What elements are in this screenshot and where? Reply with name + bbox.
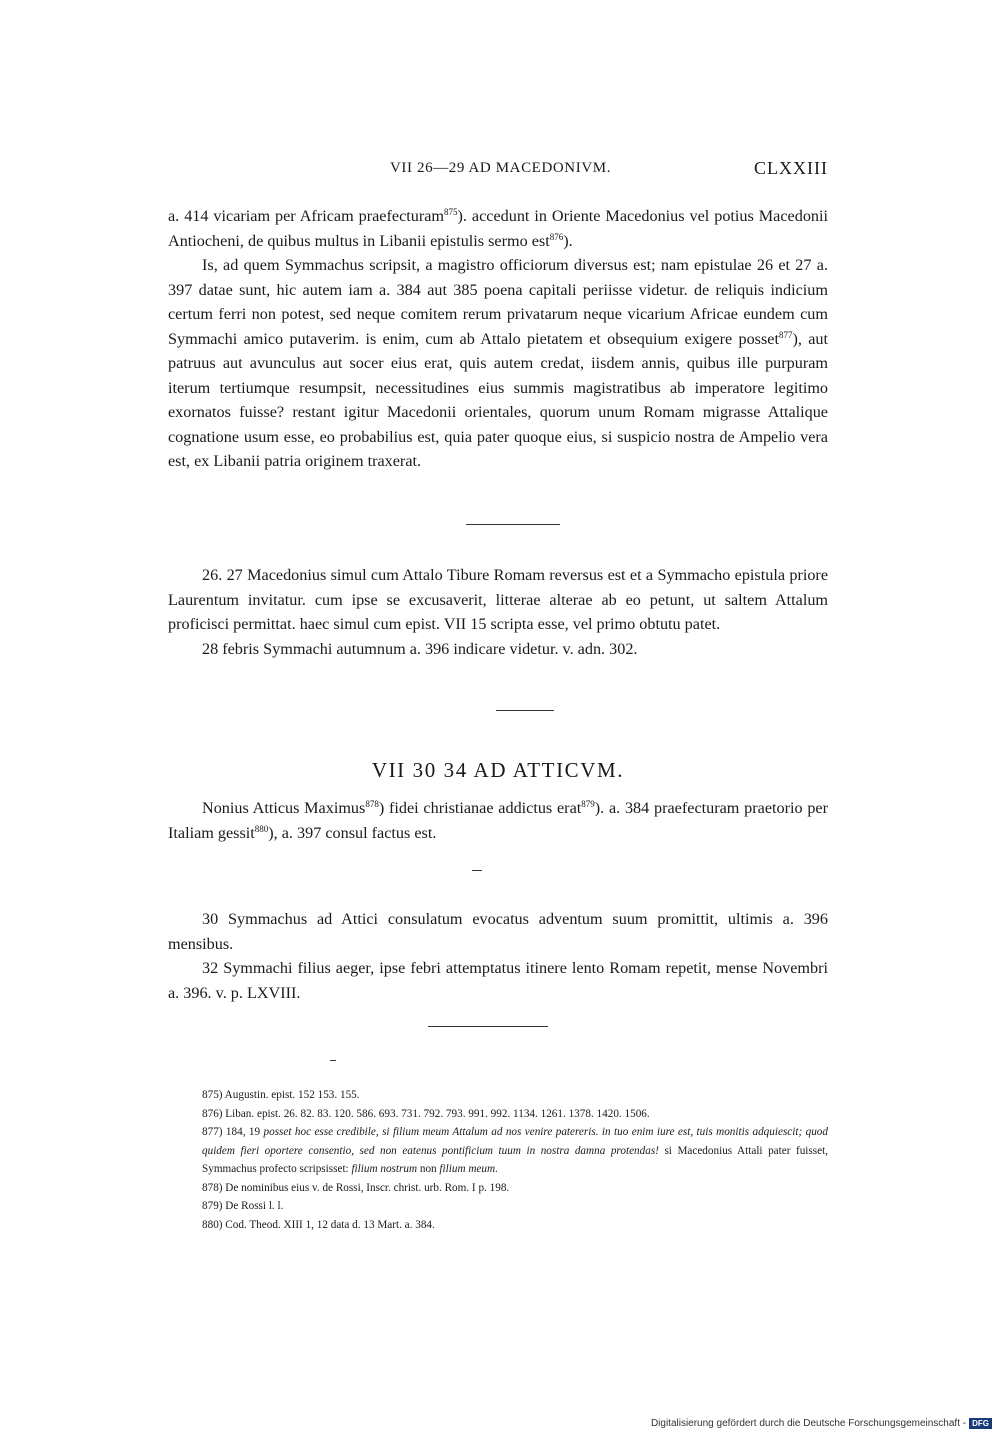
letter-32-paragraph: 32 Symmachi filius aeger, ipse febri attemptatus itinere lento Romam repetit, mense Novembri a. 396. v. p. LXVIII. (168, 959, 828, 1002)
text-run: 877) 184, 19 (202, 1126, 264, 1138)
footnote-879: 879) De Rossi l. l. (202, 1200, 284, 1212)
running-title: VII 26—29 AD MACEDONIVM. (390, 160, 612, 176)
footnote-880: 880) Cod. Theod. XIII 1, 12 data d. 13 Mart. a. 384. (202, 1218, 435, 1231)
running-head (168, 160, 828, 184)
footnote-ref[interactable]: 877 (778, 329, 793, 340)
footnote-ref[interactable]: 875 (444, 207, 458, 217)
footnote-ref[interactable]: 878 (365, 799, 379, 809)
quotation: posset hoc esse credibile, si filium meum Attalum ad nos venire patereris. in tuo enim iure est, tuis monitis adquiescit; quod quidem fieri oportere consentio, sed non eatenus pontificium tuum in nostra damna protendas! (202, 1126, 828, 1157)
footnote-875: 875) Augustin. epist. 152 153. 155. (202, 1089, 360, 1101)
footnote-ref[interactable]: 880 (254, 823, 269, 834)
text-run: a. 414 vicariam per Africam praefecturam (168, 207, 445, 225)
text-run: ), aut patruus aut avunculus aut socer eius erat, quis autem credat, iisdem annis, quibus ille purpuram iterum tertiumque resumpsit, necessitudines eius summis magistratibus ab imperatore legitimo exornatos fuisse? restant igitur Macedonii orientales, quorum unum Romam migrasse Attalique cognatione usum esse, eo probabilius est, quia pater quoque eius, si suspicio nostra de Ampelio vera est, ex Libanii patria originem traxerat. (168, 329, 828, 470)
footnotes (168, 1086, 828, 1234)
letter-28-paragraph: 28 febris Symmachi autumnum a. 396 indicare videtur. v. adn. 302. (202, 639, 638, 658)
dfg-logo[interactable]: DFG (969, 1418, 992, 1429)
footnote-876: 876) Liban. epist. 26. 82. 83. 120. 586. 693. 731. 792. 793. 991. 992. 1134. 1261. 1378. 1420. 1506. (202, 1107, 650, 1120)
letters-30-32-block (168, 907, 828, 1005)
footnote-877 (168, 1123, 828, 1179)
text-run: ) fidei christianae addictus erat (378, 799, 582, 817)
text-run: ). (563, 231, 573, 250)
text-run: Is, ad quem Symmachus scripsit, a magistro officiorum diversus est; nam epistulae 26 et 27 a. 397 datae sunt, hic autem iam a. 384 aut 385 poena capitali periisse videtur. de reliquis indicium certum ferri non potest, sed neque comitem rerum privatarum neque vicarium Africae eundem cum Symmachi amico putaverim. is enim, cum ab Attalo pietatem et obsequium exigere posset (168, 256, 828, 348)
quotation: filium nostrum (351, 1163, 418, 1175)
footnote-rule (330, 1060, 336, 1061)
text-run: ). accedunt in Oriente Macedonius vel potius Macedonii Antiocheni, de quibus multus in Libanii epistulis sermo est (168, 207, 829, 250)
letters-26-27-paragraph: 26. 27 Macedonius simul cum Attalo Tibure Romam reversus est et a Symmacho epistula priore Laurentum invitatur. cum ipse se excusaverit, litterae alterae ab eo petunt, ut saltem Attalum proficisci permittat. haec simul cum epist. VII 15 scripta esse, vel primo obtutu patet. (168, 566, 828, 633)
text-run: si Macedonius Attali pater fuisset, Symmachus profecto scripsisset: (202, 1144, 828, 1175)
intro-paragraph-1 (168, 204, 828, 253)
page-number: CLXXIII (754, 158, 828, 178)
credit-text: Digitalisierung gefördert durch die Deutsche Forschungsgemeinschaft - (650, 1418, 967, 1429)
footnote-ref[interactable]: 876 (549, 231, 564, 242)
separator-rule (428, 1026, 548, 1027)
quotation: filium meum (439, 1163, 496, 1175)
text-run: ). a. 384 praefecturam praetorio per Italiam gessit (168, 799, 829, 842)
footnote-ref[interactable]: 879 (581, 799, 595, 809)
letters-26-28-block (168, 563, 828, 661)
atticus-intro-block (168, 796, 828, 845)
text-run: non (417, 1163, 440, 1175)
intro-block (168, 204, 828, 474)
separator-rule (496, 710, 554, 711)
section-title: VII 30 34 AD ATTICVM. (371, 758, 625, 782)
footnote-878: 878) De nominibus eius v. de Rossi, Inscr. christ. urb. Rom. I p. 198. (202, 1181, 510, 1194)
digitization-credit (651, 1418, 992, 1429)
separator-rule (472, 870, 482, 871)
letter-30-paragraph: 30 Symmachus ad Attici consulatum evocatus adventum suum promittit, ultimis a. 396 mensibus. (168, 910, 828, 953)
intro-paragraph-2 (168, 253, 828, 474)
atticus-intro-paragraph (168, 796, 828, 845)
text-run: Nonius Atticus Maximus (202, 799, 366, 817)
text-run: ), a. 397 consul factus est. (268, 823, 437, 842)
text-run: . (495, 1163, 498, 1175)
separator-rule (466, 524, 560, 525)
